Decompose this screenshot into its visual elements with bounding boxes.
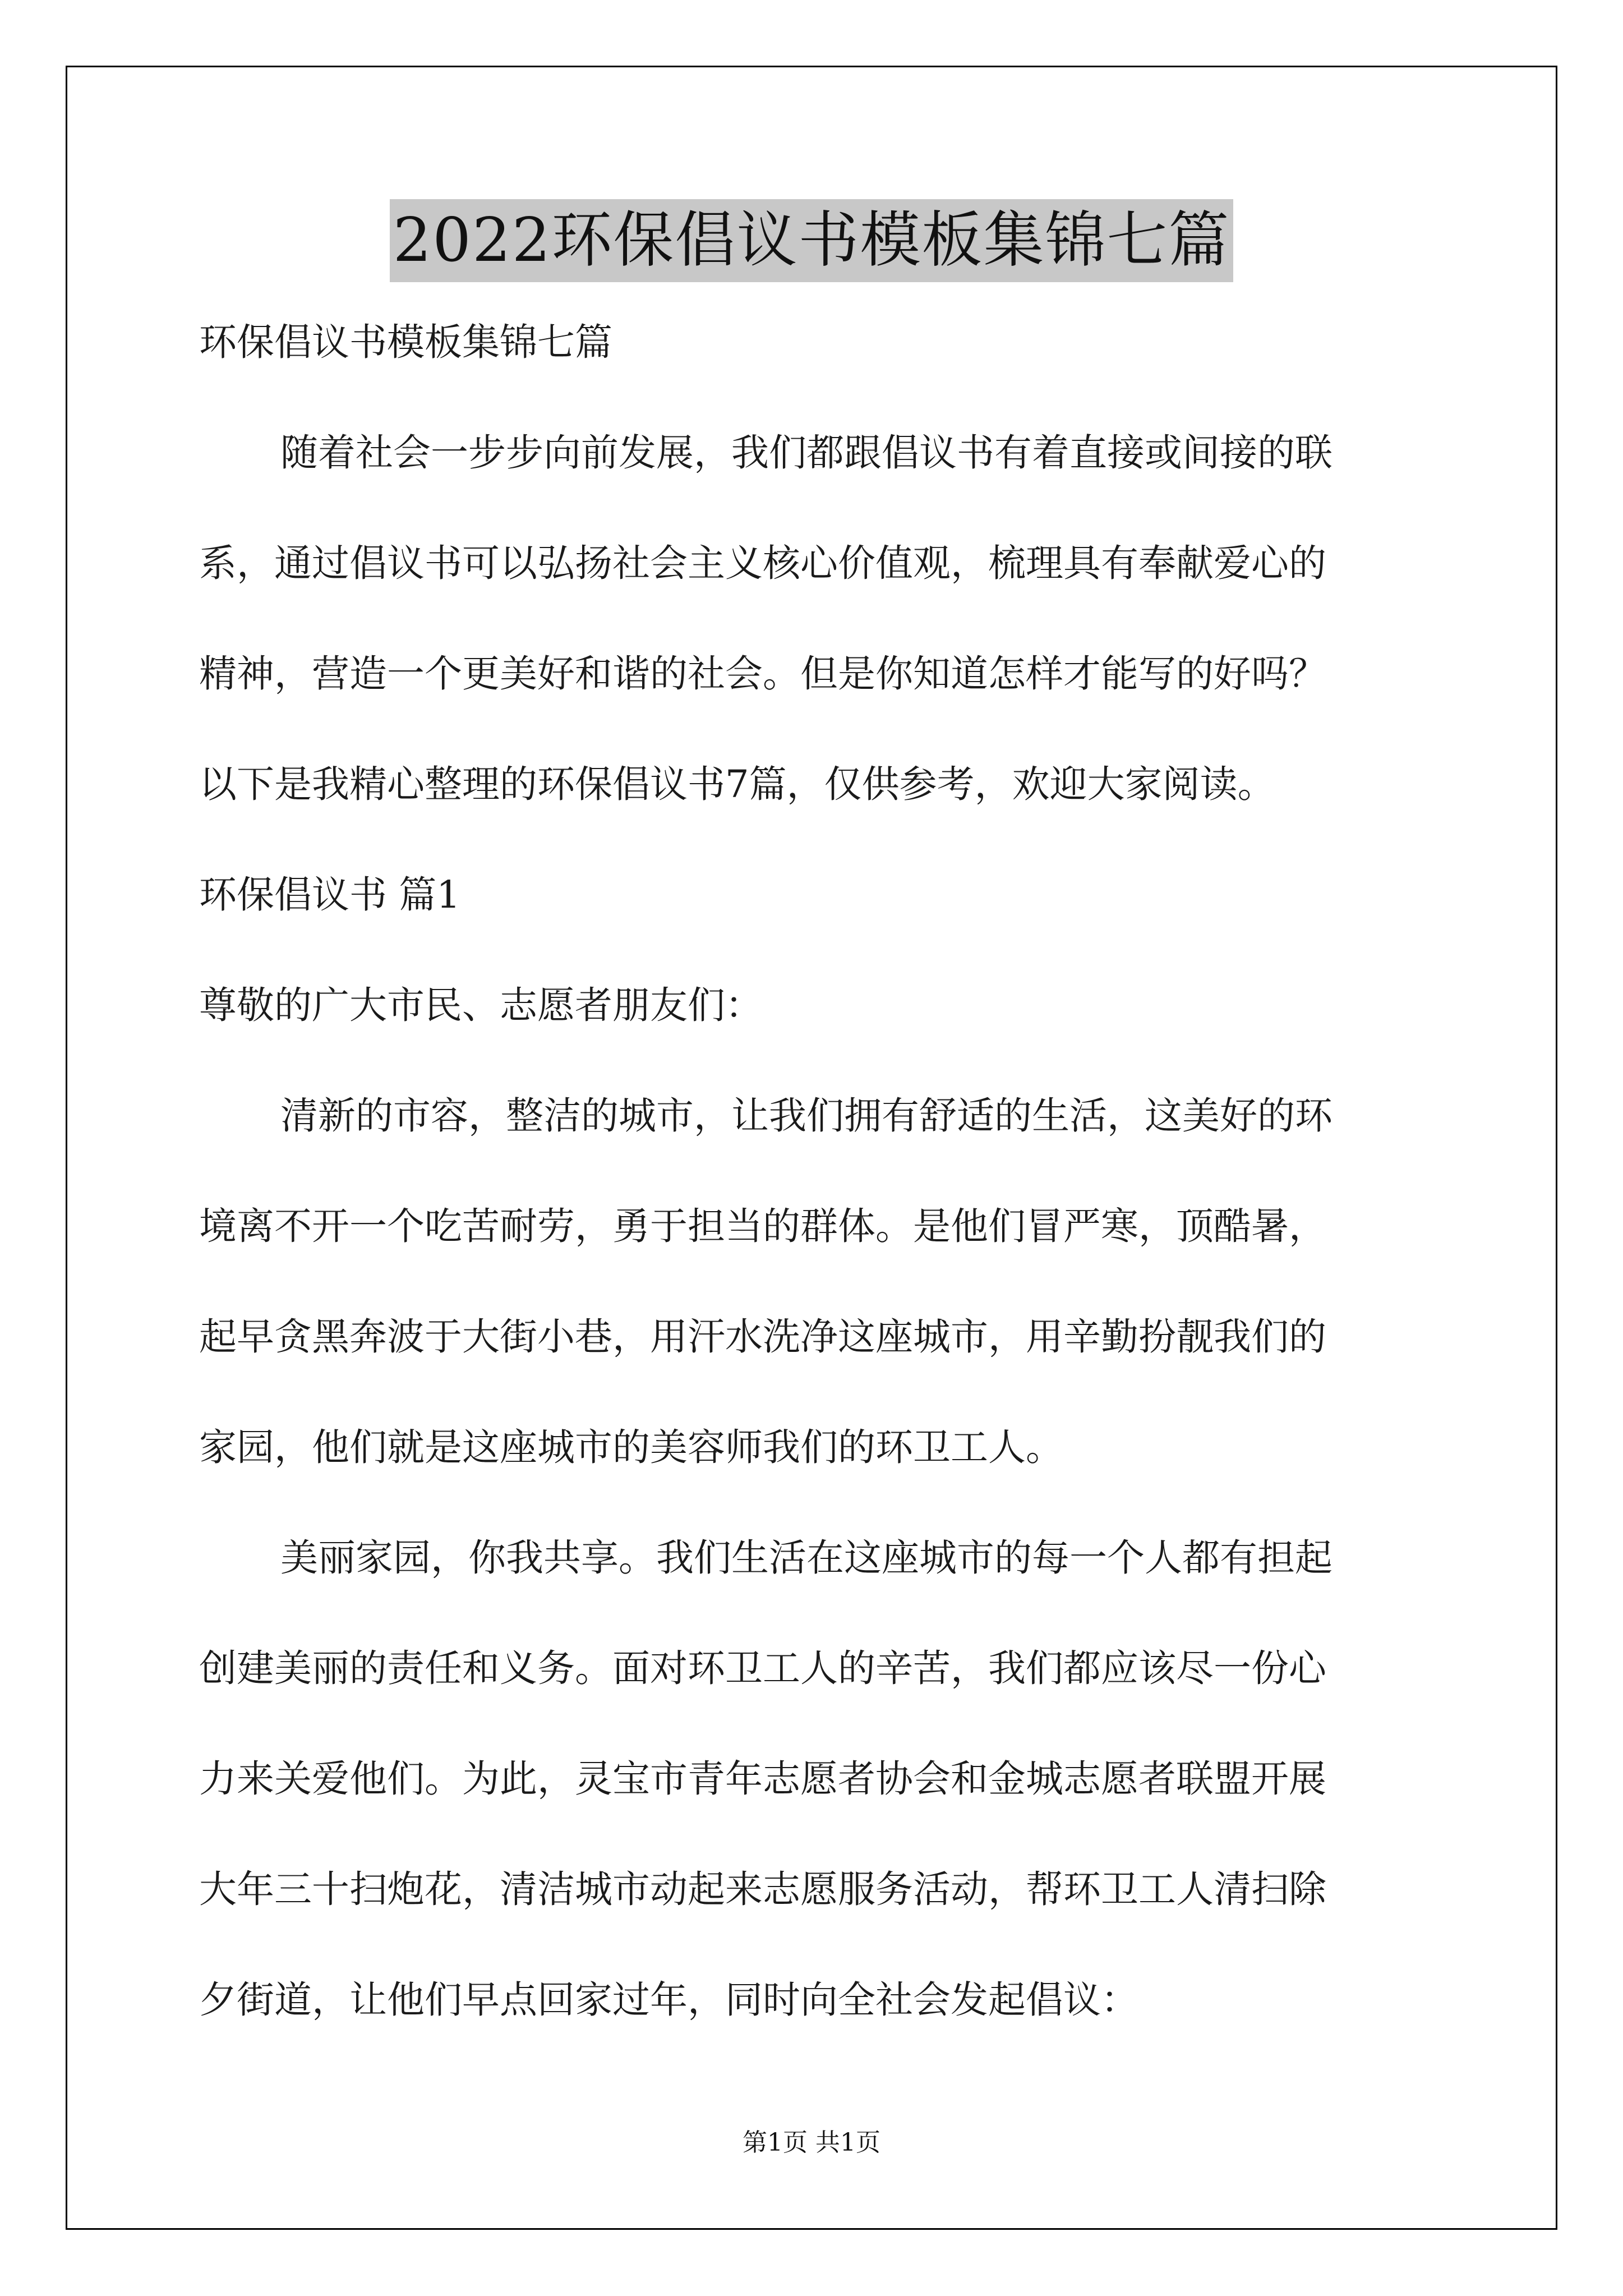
paragraph-line: 起早贪黑奔波于大街小巷，用汗水洗净这座城市，用辛勤扮靓我们的 [199, 1315, 1326, 1359]
paragraph-line: 清新的市容，整洁的城市，让我们拥有舒适的生活，这美好的环 [280, 1094, 1332, 1138]
section-heading: 环保倡议书 篇1 [199, 873, 460, 917]
paragraph-line: 随着社会一步步向前发展，我们都跟倡议书有着直接或间接的联 [280, 431, 1332, 475]
paragraph-line: 精神，营造一个更美好和谐的社会。但是你知道怎样才能写的好吗？ [199, 652, 1326, 696]
paragraph-line: 力来关爱他们。为此，灵宝市青年志愿者协会和金城志愿者联盟开展 [199, 1757, 1326, 1801]
paragraph-line: 家园，他们就是这座城市的美容师我们的环卫工人。 [199, 1425, 1063, 1469]
subtitle-line: 环保倡议书模板集锦七篇 [199, 320, 612, 364]
salutation-line: 尊敬的广大市民、志愿者朋友们： [199, 983, 763, 1027]
paragraph-line: 大年三十扫炮花，清洁城市动起来志愿服务活动，帮环卫工人清扫除 [199, 1867, 1326, 1911]
paragraph-line: 以下是我精心整理的环保倡议书7篇，仅供参考，欢迎大家阅读。 [199, 762, 1275, 806]
document-title: 2022环保倡议书模板集锦七篇 [390, 199, 1234, 282]
title-container [0, 199, 1623, 282]
document-body [199, 314, 1438, 2082]
paragraph-line: 美丽家园，你我共享。我们生活在这座城市的每一个人都有担起 [280, 1536, 1332, 1580]
paragraph-line: 系，通过倡议书可以弘扬社会主义核心价值观，梳理具有奉献爱心的 [199, 541, 1326, 585]
paragraph-line: 夕街道，让他们早点回家过年，同时向全社会发起倡议： [199, 1978, 1138, 2022]
page-footer: 第1页 共1页 [743, 2128, 880, 2157]
paragraph-line: 创建美丽的责任和义务。面对环卫工人的辛苦，我们都应该尽一份心 [199, 1646, 1326, 1690]
paragraph-line: 境离不开一个吃苦耐劳，勇于担当的群体。是他们冒严寒，顶酷暑， [199, 1204, 1326, 1248]
